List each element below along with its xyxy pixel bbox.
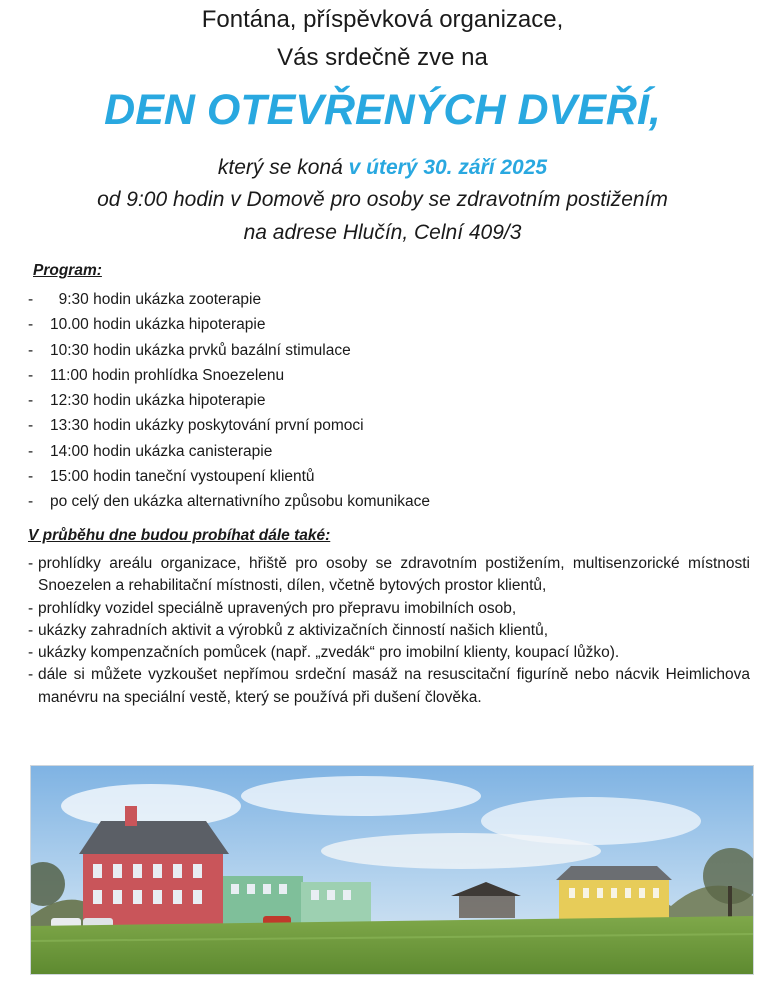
event-time-place: od 9:00 hodin v Domově pro osoby se zdravotním postižením	[97, 188, 668, 211]
program-item: - 11:00 hodin prohlídka Snoezelenu	[28, 366, 285, 384]
date-prefix: který se koná	[217, 156, 349, 179]
campus-photo	[30, 765, 754, 975]
event-address: na adrese Hlučín, Celní 409/3	[243, 221, 522, 244]
during-item: - ukázky kompenzačních pomůcek (např. „zvedák“ pro imobilní klienty, koupací lůžko).	[28, 644, 620, 662]
during-item: - prohlídky areálu organizace, hřiště pro osoby se zdravotním postižením, multisenzorické místnosti Snoezelen a rehabilitační místnosti, dílen, včetně bytových prostor klientů,	[28, 555, 750, 595]
event-date-line	[0, 155, 765, 181]
during-title: V průběhu dne budou probíhat dále také:	[28, 527, 331, 544]
program-item: - 14:00 hodin ukázka canisterapie	[28, 442, 273, 460]
program-item: - 10:30 hodin ukázka prvků bazální stimulace	[28, 341, 351, 359]
program-item: - po celý den ukázka alternativního způsobu komunikace	[28, 493, 430, 511]
program-item: - 12:30 hodin ukázka hipoterapie	[28, 392, 266, 410]
during-list	[28, 553, 750, 709]
program-item: - 15:00 hodin taneční vystoupení klientů	[28, 468, 315, 486]
program-title: Program:	[33, 262, 102, 279]
during-item: - prohlídky vozidel speciálně upravených pro přepravu imobilních osob,	[28, 599, 517, 617]
program-item: - 10.00 hodin ukázka hipoterapie	[28, 316, 266, 334]
during-item: - dále si můžete vyzkoušet nepřímou srdeční masáž na resuscitační figuríně nebo nácvik Heimlichova manévru na speciální vestě, který se používá při dušení člověka.	[28, 666, 750, 706]
program-list	[28, 287, 430, 515]
invitation-line: Vás srdečně zve na	[277, 44, 488, 71]
event-date: v úterý 30. září 2025	[348, 156, 548, 179]
program-item: - 9:30 hodin ukázka zooterapie	[28, 291, 262, 308]
organization-line: Fontána, příspěvková organizace,	[201, 6, 564, 33]
event-title: DEN OTEVŘENÝCH DVEŘÍ,	[104, 86, 661, 134]
during-item: - ukázky zahradních aktivit a výrobků z aktivizačních činností našich klientů,	[28, 621, 549, 639]
program-item: - 13:30 hodin ukázky poskytování první pomoci	[28, 417, 364, 435]
